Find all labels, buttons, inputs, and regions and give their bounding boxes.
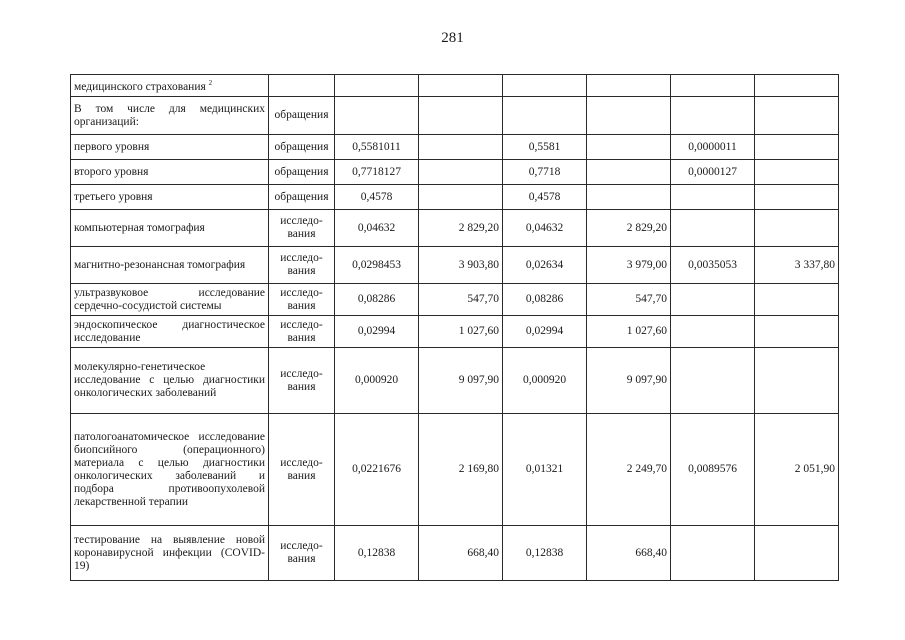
value-cell: [587, 97, 671, 135]
value-cell: 0,000920: [335, 348, 419, 414]
value-cell: [755, 348, 839, 414]
value-cell: 0,02634: [503, 247, 587, 284]
table-row: [71, 135, 839, 160]
value-cell: 0,0089576: [671, 414, 755, 526]
row-unit: исследо-вания: [269, 526, 335, 581]
value-cell: [671, 348, 755, 414]
row-unit: исследо-вания: [269, 414, 335, 526]
value-cell: 0,08286: [335, 284, 419, 316]
value-cell: [755, 210, 839, 247]
value-cell: [587, 75, 671, 97]
value-cell: [587, 185, 671, 210]
value-cell: [671, 316, 755, 348]
value-cell: 0,4578: [503, 185, 587, 210]
row-name: ультразвуковое исследование сердечно-сосудистой системы: [71, 284, 269, 316]
row-unit: исследо-вания: [269, 348, 335, 414]
row-name: компьютерная томография: [71, 210, 269, 247]
row-unit: исследо-вания: [269, 316, 335, 348]
value-cell: 547,70: [587, 284, 671, 316]
value-cell: 0,5581: [503, 135, 587, 160]
value-cell: 0,7718: [503, 160, 587, 185]
value-cell: 0,12838: [503, 526, 587, 581]
value-cell: [671, 97, 755, 135]
value-cell: 2 829,20: [419, 210, 503, 247]
row-name: В том числе для медицинских организаций:: [71, 97, 269, 135]
value-cell: [419, 185, 503, 210]
value-cell: [671, 284, 755, 316]
value-cell: [755, 316, 839, 348]
value-cell: 0,4578: [335, 185, 419, 210]
table-row: [71, 97, 839, 135]
page-number: 281: [441, 30, 464, 46]
value-cell: 9 097,90: [587, 348, 671, 414]
value-cell: 0,0035053: [671, 247, 755, 284]
footnote-ref: 2: [208, 79, 213, 88]
row-name: молекулярно-генетическое исследование с целью диагностики онкологических заболеваний: [71, 348, 269, 414]
value-cell: 2 051,90: [755, 414, 839, 526]
value-cell: [671, 75, 755, 97]
value-cell: 0,02994: [503, 316, 587, 348]
value-cell: 3 903,80: [419, 247, 503, 284]
value-cell: 0,000920: [503, 348, 587, 414]
table-row: [71, 414, 839, 526]
table-row: [71, 316, 839, 348]
value-cell: 0,5581011: [335, 135, 419, 160]
table-row: [71, 75, 839, 97]
value-cell: 2 249,70: [587, 414, 671, 526]
value-cell: [503, 75, 587, 97]
row-unit: обращения: [269, 160, 335, 185]
row-name: второго уровня: [71, 160, 269, 185]
value-cell: [419, 135, 503, 160]
table-row: [71, 348, 839, 414]
table-row: [71, 185, 839, 210]
row-name: третьего уровня: [71, 185, 269, 210]
value-cell: 547,70: [419, 284, 503, 316]
value-cell: 0,0221676: [335, 414, 419, 526]
row-unit: исследо-вания: [269, 247, 335, 284]
value-cell: [419, 97, 503, 135]
value-cell: [755, 135, 839, 160]
value-cell: 0,08286: [503, 284, 587, 316]
value-cell: 1 027,60: [419, 316, 503, 348]
table-row: [71, 210, 839, 247]
row-unit: исследо-вания: [269, 210, 335, 247]
table-row: [71, 284, 839, 316]
value-cell: [335, 75, 419, 97]
value-cell: [755, 75, 839, 97]
value-cell: 0,04632: [335, 210, 419, 247]
value-cell: [755, 160, 839, 185]
medical-volume-table: [70, 74, 839, 581]
value-cell: [671, 526, 755, 581]
row-unit: обращения: [269, 185, 335, 210]
row-name: магнитно-резонансная томография: [71, 247, 269, 284]
value-cell: [419, 75, 503, 97]
value-cell: 0,12838: [335, 526, 419, 581]
row-name: медицинского страхования $^2$: [71, 75, 269, 97]
value-cell: 1 027,60: [587, 316, 671, 348]
table-row: [71, 526, 839, 581]
row-unit: обращения: [269, 97, 335, 135]
table-row: [71, 160, 839, 185]
value-cell: 0,7718127: [335, 160, 419, 185]
value-cell: 0,0000011: [671, 135, 755, 160]
value-cell: [755, 284, 839, 316]
row-unit: обращения: [269, 135, 335, 160]
value-cell: [335, 97, 419, 135]
value-cell: 3 979,00: [587, 247, 671, 284]
value-cell: 668,40: [587, 526, 671, 581]
row-name: первого уровня: [71, 135, 269, 160]
value-cell: 668,40: [419, 526, 503, 581]
value-cell: 0,0298453: [335, 247, 419, 284]
value-cell: [419, 160, 503, 185]
row-name: тестирование на выявление новой коронавирусной инфекции (COVID-19): [71, 526, 269, 581]
value-cell: 2 169,80: [419, 414, 503, 526]
value-cell: [671, 210, 755, 247]
row-name: эндоскопическое диагностическое исследование: [71, 316, 269, 348]
value-cell: 0,02994: [335, 316, 419, 348]
value-cell: [503, 97, 587, 135]
value-cell: 9 097,90: [419, 348, 503, 414]
value-cell: 2 829,20: [587, 210, 671, 247]
value-cell: [671, 185, 755, 210]
value-cell: [587, 160, 671, 185]
table-row: [71, 247, 839, 284]
row-unit: исследо-вания: [269, 284, 335, 316]
value-cell: [755, 97, 839, 135]
row-name: патологоанатомическое исследование биопсийного (операционного) материала с целью диагностики онкологических заболеваний и подбора противоопухолевой лекарственной терапии: [71, 414, 269, 526]
value-cell: 0,01321: [503, 414, 587, 526]
value-cell: [755, 185, 839, 210]
value-cell: 0,0000127: [671, 160, 755, 185]
value-cell: 0,04632: [503, 210, 587, 247]
row-unit: [269, 75, 335, 97]
value-cell: [587, 135, 671, 160]
value-cell: 3 337,80: [755, 247, 839, 284]
value-cell: [755, 526, 839, 581]
